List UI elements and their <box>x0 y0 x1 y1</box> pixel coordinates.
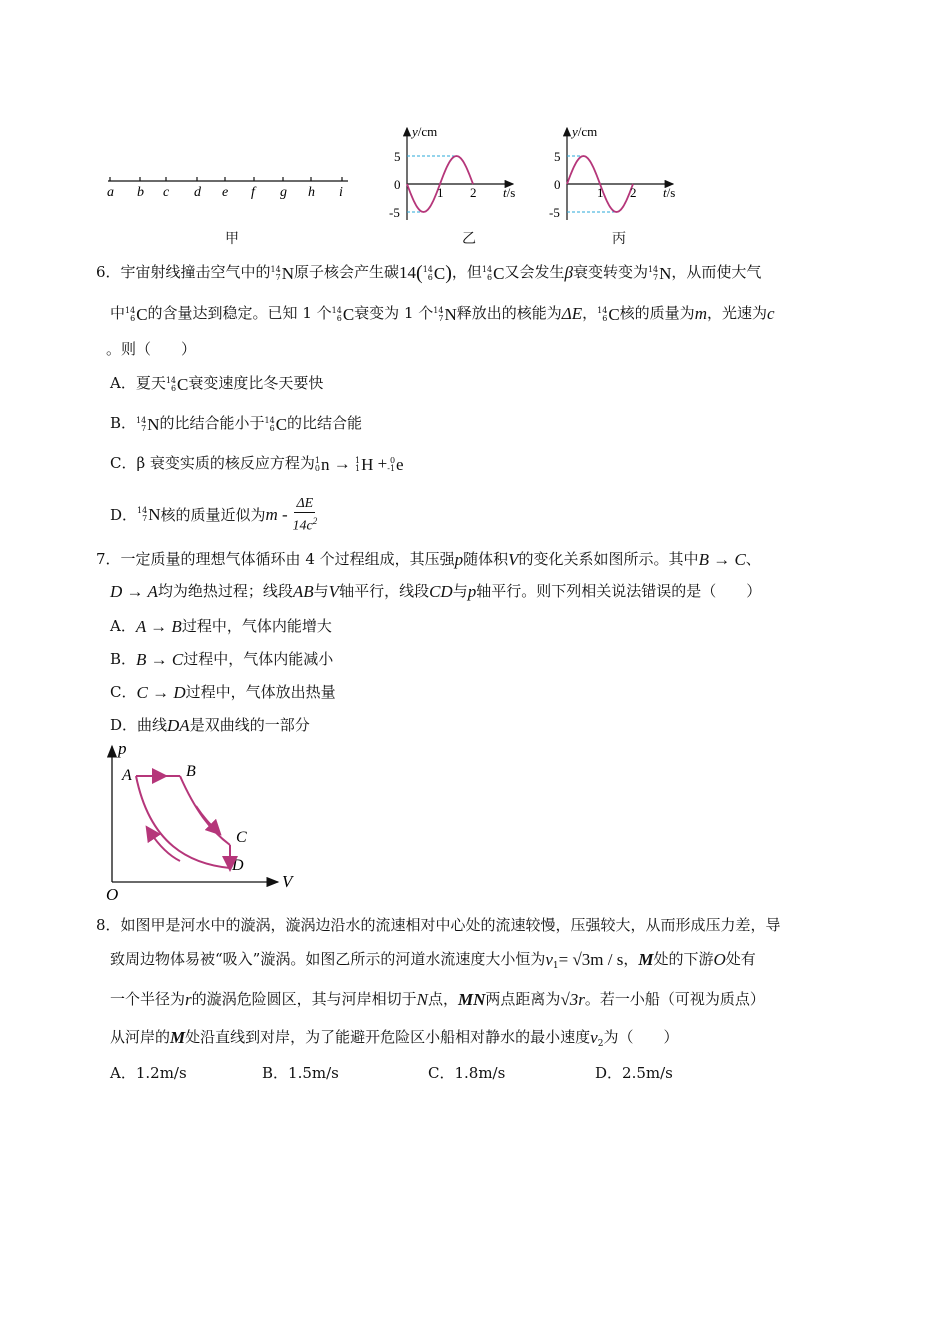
q6-text: 原子核会产生碳 <box>294 263 400 281</box>
symbol-p: p <box>467 582 477 601</box>
jia-point-label: g <box>280 185 287 200</box>
q8-text: 处沿直线到对岸，为了能避开危险区小船相对静水的最小速度 <box>185 1028 591 1046</box>
mass-expression: m - <box>265 504 288 524</box>
point-n: N <box>416 990 428 1009</box>
option-text: B． <box>110 650 137 668</box>
q6-text: 衰变转变为 <box>572 263 648 281</box>
q6-text: 又会发生 <box>504 263 565 281</box>
q6-text: ，从而使大气 <box>671 263 762 281</box>
pv-label-v: V <box>282 872 293 891</box>
option-text: C．β 衰变实质的核反应方程为 <box>110 454 315 472</box>
q6-option-c[interactable]: C．β 衰变实质的核反应方程为 1 0 n → 1 1 H + 0 -1 e <box>110 454 404 474</box>
q7-text: 轴平行。则下列相关说法错误的是（ ） <box>476 582 762 600</box>
option-text: 过程中，气体放出热量 <box>185 683 336 701</box>
fraction-delta-e <box>293 495 318 535</box>
q8-text: 从河岸的 <box>110 1028 171 1046</box>
q8-option-b[interactable]: B．1.5m/s <box>262 1064 339 1082</box>
q8-line1: 8．如图甲是河水中的漩涡，漩涡边沿水的流速相对中心处的流速较慢，压强较大，从而形成压力差，导 <box>96 916 781 934</box>
q7-text: 轴平行，线段 <box>339 582 430 600</box>
q8-line3 <box>110 988 765 1011</box>
process-ab: A → B <box>135 617 182 636</box>
nuclide-c14: 14 6 C <box>331 304 355 324</box>
segment-ab: AB <box>292 582 314 601</box>
q7-text: 随体积 <box>463 550 509 568</box>
caption-yi: 乙 <box>462 231 476 247</box>
caption-jia: 甲 <box>225 231 239 247</box>
symbol-v: V <box>328 582 340 601</box>
q6-text: 核的质量为 <box>619 304 695 322</box>
q7-line1 <box>96 548 761 571</box>
point-o: O <box>713 950 726 969</box>
subscript: 1 <box>552 961 559 971</box>
fraction-numerator: ΔE <box>296 496 314 511</box>
q8-text: 的漩涡危险圆区，其与河岸相切于 <box>191 990 417 1008</box>
pv-label-a: A <box>122 767 132 784</box>
wave-ytick: -5 <box>389 205 400 220</box>
figure-bing <box>545 122 685 227</box>
symbol-p: p <box>454 550 464 569</box>
wave-ytick: -5 <box>549 205 560 220</box>
figure-yi <box>385 122 525 227</box>
option-text: A． <box>110 617 136 635</box>
q8-text: 。若一小船（可视为质点） <box>584 990 765 1008</box>
option-text: 过程中，气体内能增大 <box>181 617 332 635</box>
symbol-v: V <box>508 550 519 569</box>
wave-y-label: y/cm <box>412 124 438 139</box>
mass-m: m <box>694 304 707 323</box>
nuclide-proton: 1 1 H <box>355 454 374 474</box>
nuclide-electron: 0 -1 e <box>387 454 404 474</box>
option-text: 是双曲线的一部分 <box>189 716 310 734</box>
nuclide-neutron: 1 0 n <box>314 454 330 474</box>
point-m: M <box>638 950 654 969</box>
wave-t-label: t/s <box>503 185 516 200</box>
q7-text: 、 <box>745 550 761 568</box>
pv-label-p: p <box>118 740 127 758</box>
process-cd: C → D <box>136 683 186 702</box>
q8-option-a[interactable]: A．1.2m/s <box>110 1064 187 1082</box>
arrow-icon: → <box>329 454 356 473</box>
q7-option-a[interactable] <box>110 615 332 638</box>
velocity-v1: v <box>545 950 553 969</box>
q8-line2 <box>110 948 756 977</box>
nuclide-n14: 14 7 N <box>136 414 160 434</box>
q7-option-c[interactable] <box>110 681 336 704</box>
q6-text: 衰变为 1 个 <box>354 304 434 322</box>
q6-text: 6．宇宙射线撞击空气中的 <box>96 263 271 281</box>
velocity-value: = √3m / s <box>558 950 624 969</box>
delta-e: ΔE <box>561 304 583 323</box>
pv-label-o: O <box>106 885 119 904</box>
wave-xtick: 1 <box>597 185 604 200</box>
pv-label-c: C <box>236 829 247 846</box>
q6-text: 释放出的核能为 <box>456 304 562 322</box>
q6-text: 中 <box>110 304 126 322</box>
q6-line2 <box>110 302 775 326</box>
pv-arrow-bc <box>196 806 216 830</box>
q6-line3: 。则（ ） <box>106 340 197 358</box>
pv-curve-da <box>136 776 230 868</box>
q8-line4 <box>110 1026 678 1055</box>
option-text: D． <box>110 505 138 524</box>
option-text: D．曲线 <box>110 716 168 734</box>
jia-point-label: e <box>222 185 229 200</box>
jia-point-label: a <box>107 185 114 200</box>
q8-text: 为（ ） <box>603 1028 679 1046</box>
option-text: 衰变速度比冬天要快 <box>188 374 324 392</box>
wave-t-label: t/s <box>663 185 676 200</box>
segment-cd: CD <box>429 582 453 601</box>
nuclide-c14: 14 6 C <box>125 304 148 324</box>
q8-text: 一个半径为 <box>110 990 186 1008</box>
segment-mn: MN <box>458 990 486 1009</box>
wave-xtick: 2 <box>470 185 477 200</box>
light-speed-c: c <box>766 304 775 323</box>
q8-text: 处有 <box>725 950 756 968</box>
q7-line2 <box>110 580 761 603</box>
q8-option-d[interactable]: D．2.5m/s <box>595 1064 673 1082</box>
q6-line1: 6．宇宙射线撞击空气中的 14 7 N原子核会产生碳14( 14 6 C)，但 14 6 C又会发生β衰变转变为 14 7 N，从而使大气 <box>96 262 762 284</box>
q8-text: 致周边物体易被“吸入”漩涡。如图乙所示的河道水流速度大小恒为 <box>110 950 546 968</box>
q7-text: 的变化关系如图所示。其中 <box>518 550 699 568</box>
pv-label-d: D <box>232 857 244 874</box>
q6-option-d[interactable] <box>110 495 317 535</box>
q7-option-d[interactable] <box>110 714 310 737</box>
process-bc: B → C <box>698 550 746 569</box>
pv-arrow-da <box>150 832 180 861</box>
pv-curve-bc <box>180 776 230 845</box>
wave-ytick: 5 <box>394 149 401 164</box>
process-da: D → A <box>110 582 158 601</box>
nuclide-n14: 14 7 N <box>433 304 457 324</box>
fraction-denominator: $14c^2$ <box>292 516 318 534</box>
option-text: 核的质量近似为 <box>160 505 266 524</box>
nuclide-c14: 14 6 C <box>422 263 446 283</box>
nuclide-n14: 14 7 N <box>270 263 295 283</box>
nuclide-c14: 14 6 C <box>597 304 620 324</box>
distance-sqrt3r: √3r <box>560 990 585 1009</box>
nuclide-n14: 14 7 N <box>137 505 161 525</box>
nuclide-c14: 14 6 C <box>264 414 288 434</box>
q7-option-b[interactable] <box>110 648 333 671</box>
q6-text: ，光速为 <box>706 304 767 322</box>
wave-y-label: y/cm <box>572 124 598 139</box>
nuclide-c14: 14 6 C <box>165 374 189 394</box>
jia-point-label: b <box>137 185 144 200</box>
jia-point-label: h <box>308 185 315 200</box>
curve-da: DA <box>167 716 190 735</box>
jia-point-label: f <box>251 185 255 200</box>
carbon-mass-number: 14 <box>399 263 417 282</box>
wave-xtick: 1 <box>437 185 444 200</box>
process-bc: B → C <box>136 650 184 669</box>
q8-text: 两点距离为 <box>485 990 561 1008</box>
q6-text: ，但 <box>451 263 482 281</box>
wave-ytick: 0 <box>394 177 401 192</box>
caption-bing: 丙 <box>612 231 626 247</box>
q6-option-a[interactable] <box>110 372 323 396</box>
radius-r: r <box>185 990 192 1009</box>
option-text: 的比结合能 <box>287 414 363 432</box>
q7-text: 与 <box>452 582 468 600</box>
beta-symbol: β <box>564 263 573 282</box>
option-text: A．夏天 <box>110 374 166 392</box>
option-text: 的比结合能小于 <box>159 414 265 432</box>
q7-text: 7．一定质量的理想气体循环由 4 个过程组成，其压强 <box>96 550 455 568</box>
pv-label-b: B <box>186 763 196 780</box>
point-m: M <box>170 1028 186 1047</box>
q8-text: 点， <box>428 990 459 1008</box>
q8-text: 处的下游 <box>653 950 714 968</box>
wave-xtick: 2 <box>630 185 637 200</box>
q8-text: ， <box>623 950 639 968</box>
option-text: 过程中，气体内能减小 <box>183 650 334 668</box>
option-text: C． <box>110 683 137 701</box>
jia-point-label: c <box>163 185 170 200</box>
jia-point-label: d <box>194 185 201 200</box>
q6-option-b[interactable] <box>110 412 362 436</box>
q6-text: ， <box>582 304 598 322</box>
q7-text: 均为绝热过程；线段 <box>157 582 293 600</box>
nuclide-n14: 14 7 N <box>647 263 672 283</box>
q7-text: 与 <box>313 582 329 600</box>
option-text: B． <box>110 414 137 432</box>
q8-option-c[interactable]: C．1.8m/s <box>428 1064 506 1082</box>
nuclide-c14: 14 6 C <box>481 263 505 283</box>
q6-text: 的含量达到稳定。已知 1 个 <box>147 304 332 322</box>
wave-ytick: 0 <box>554 177 561 192</box>
velocity-v2: v <box>590 1028 598 1047</box>
wave-ytick: 5 <box>554 149 561 164</box>
pv-diagram <box>100 740 300 905</box>
jia-point-label: i <box>339 185 343 200</box>
subscript: 2 <box>597 1039 604 1049</box>
